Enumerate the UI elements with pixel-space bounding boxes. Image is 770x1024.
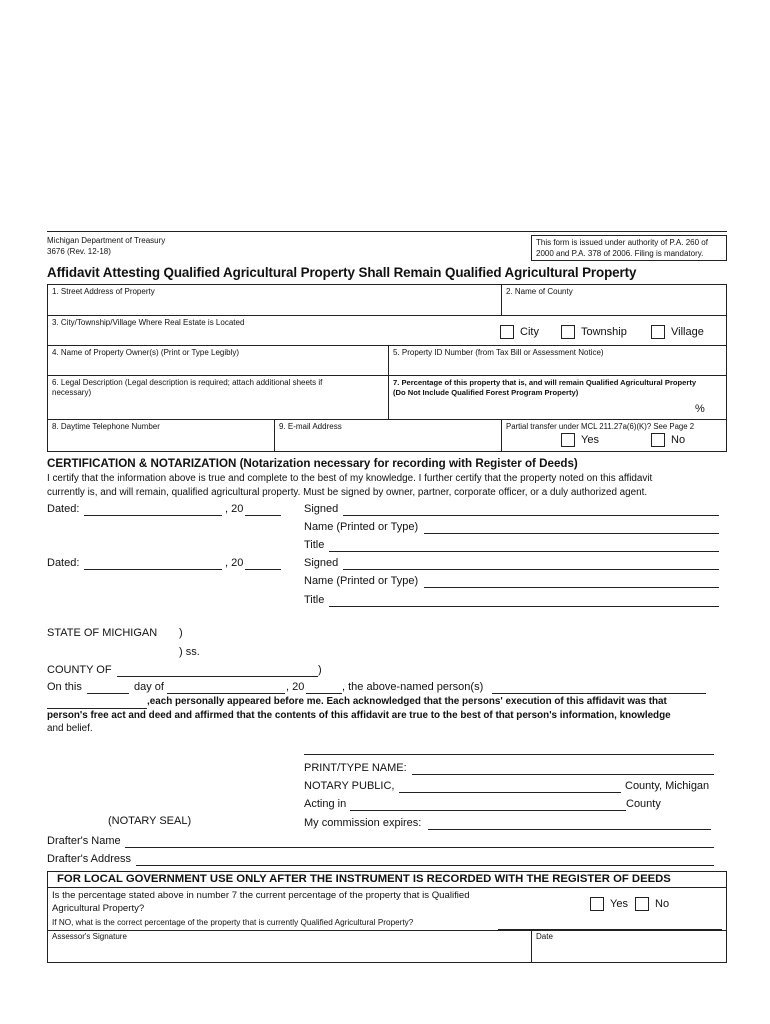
authority-line-2: 2000 and P.A. 378 of 2006. Filing is mandatory.: [536, 249, 704, 258]
name-printed-label-2: Name (Printed or Type): [304, 575, 419, 587]
street-address-label: 1. Street Address of Property: [52, 287, 155, 296]
drafter-name-line[interactable]: [125, 847, 714, 848]
page-title: Affidavit Attesting Qualified Agricultural Property Shall Remain Qualified Agricultural Property: [47, 265, 637, 280]
above-named-line[interactable]: [492, 693, 706, 694]
above-named-label: , the above-named person(s): [342, 681, 484, 693]
local-gov-question-2: Agricultural Property?: [52, 903, 145, 914]
legal-description-label-1: 6. Legal Description (Legal description is required; attach additional sheets if: [52, 378, 323, 387]
signed-line-1[interactable]: [343, 515, 719, 516]
percent-sign: %: [695, 403, 705, 415]
form-number: 3676 (Rev. 12-18): [47, 247, 111, 256]
print-type-label: PRINT/TYPE NAME:: [304, 762, 407, 774]
county-of-paren: ): [318, 664, 322, 676]
on-this-line[interactable]: [87, 693, 129, 694]
name-printed-label-1: Name (Printed or Type): [304, 521, 419, 533]
local-yes-label: Yes: [610, 898, 628, 910]
local-no-checkbox[interactable]: [635, 897, 649, 911]
certification-text-2: currently is, and will remain, qualified agricultural property. Must be signed by owner, partner, corporate officer, or a duly authorized agent.: [47, 487, 648, 498]
appeared-text: ,each personally appeared before me. Each acknowledged that the persons' execution of this affidavit was that: [147, 696, 667, 707]
signed-line-2[interactable]: [343, 569, 719, 570]
title-line-2[interactable]: [329, 606, 719, 607]
persons-line[interactable]: [47, 708, 147, 709]
property-id-field[interactable]: [388, 345, 727, 376]
dated-line-1[interactable]: [84, 515, 222, 516]
title-label-2: Title: [304, 594, 325, 606]
year-line-1[interactable]: [245, 515, 281, 516]
telephone-label: 8. Daytime Telephone Number: [52, 422, 160, 431]
county-name-field[interactable]: [501, 284, 727, 316]
village-checkbox[interactable]: [651, 325, 665, 339]
notary-signature-line[interactable]: [304, 754, 714, 755]
state-label: STATE OF MICHIGAN: [47, 627, 158, 639]
county-of-label: COUNTY OF: [47, 664, 112, 676]
city-checkbox[interactable]: [500, 325, 514, 339]
local-gov-heading: FOR LOCAL GOVERNMENT USE ONLY AFTER THE INSTRUMENT IS RECORDED WITH THE REGISTER OF DEEDS: [57, 873, 671, 885]
legal-description-field[interactable]: [47, 375, 389, 420]
email-field[interactable]: [274, 419, 502, 452]
certification-heading: CERTIFICATION & NOTARIZATION (Notarization necessary for recording with Register of Deeds): [47, 457, 578, 470]
title-line-1[interactable]: [329, 551, 719, 552]
assessor-signature-field[interactable]: [47, 930, 532, 963]
percentage-label-2: (Do Not Include Qualified Forest Program Property): [393, 388, 579, 397]
email-label: 9. E-mail Address: [279, 422, 342, 431]
ss-label: ) ss.: [179, 646, 200, 658]
local-gov-if-no: If NO, what is the correct percentage of the property that is currently Qualified Agricultural Property?: [52, 918, 414, 927]
year-prefix-2: , 20: [225, 557, 244, 569]
top-rule: [47, 231, 727, 232]
commission-line[interactable]: [428, 829, 711, 830]
notary-year-prefix: , 20: [286, 681, 305, 693]
telephone-field[interactable]: [47, 419, 275, 452]
percentage-field[interactable]: [388, 375, 727, 420]
assessor-signature-label: Assessor's Signature: [52, 932, 127, 941]
dated-label-1: Dated:: [47, 503, 80, 515]
partial-transfer-label: Partial transfer under MCL 211.27a(6)(K)? See Page 2: [506, 422, 695, 431]
drafter-address-label: Drafter's Address: [47, 853, 132, 865]
drafter-address-line[interactable]: [136, 865, 714, 866]
department-name: Michigan Department of Treasury: [47, 236, 166, 245]
township-checkbox[interactable]: [561, 325, 575, 339]
commission-label: My commission expires:: [304, 817, 422, 829]
free-act-text: person's free act and deed and affirmed that the contents of this affidavit are true to the best of that person's information, knowledge: [47, 710, 671, 721]
street-address-field[interactable]: [47, 284, 502, 316]
notary-seal-label: (NOTARY SEAL): [108, 815, 192, 827]
signed-label-1: Signed: [304, 503, 339, 515]
partial-no-label: No: [671, 434, 686, 446]
year-prefix-1: , 20: [225, 503, 244, 515]
year-line-2[interactable]: [245, 569, 281, 570]
local-yes-checkbox[interactable]: [590, 897, 604, 911]
city-township-village-label: 3. City/Township/Village Where Real Estate is Located: [52, 318, 245, 327]
on-this-label: On this: [47, 681, 82, 693]
notary-public-label: NOTARY PUBLIC,: [304, 780, 395, 792]
county-of-line[interactable]: [117, 676, 318, 677]
authority-line-1: This form is issued under authority of P.A. 260 of: [536, 238, 708, 247]
percentage-label-1: 7. Percentage of this property that is, and will remain Qualified Agricultural Property: [393, 378, 697, 387]
owner-name-label: 4. Name of Property Owner(s) (Print or Type Legibly): [52, 348, 240, 357]
township-label: Township: [581, 326, 627, 338]
partial-no-checkbox[interactable]: [651, 433, 665, 447]
notary-year-line[interactable]: [306, 693, 342, 694]
day-of-label: day of: [134, 681, 164, 693]
local-gov-question-1: Is the percentage stated above in number 7 the current percentage of the property that is Qualified: [52, 890, 470, 901]
name-printed-line-2[interactable]: [424, 587, 719, 588]
city-label: City: [520, 326, 539, 338]
name-printed-line-1[interactable]: [424, 533, 719, 534]
signed-label-2: Signed: [304, 557, 339, 569]
local-no-label: No: [655, 898, 670, 910]
acting-in-label: Acting in: [304, 798, 347, 810]
legal-description-label-2: necessary): [52, 388, 92, 397]
assessor-date-label: Date: [536, 932, 553, 941]
partial-yes-checkbox[interactable]: [561, 433, 575, 447]
notary-public-line[interactable]: [399, 792, 621, 793]
owner-name-field[interactable]: [47, 345, 389, 376]
certification-text-1: I certify that the information above is true and complete to the best of my knowledge. I further certify that the property noted on this affidavit: [47, 473, 653, 484]
village-label: Village: [671, 326, 704, 338]
partial-yes-label: Yes: [581, 434, 599, 446]
assessor-date-field[interactable]: [531, 930, 727, 963]
authority-box: [531, 235, 727, 261]
belief-text: and belief.: [47, 723, 93, 734]
acting-county-label: County: [626, 798, 661, 810]
county-michigan-label: County, Michigan: [625, 780, 710, 792]
state-paren: ): [179, 627, 183, 639]
day-of-line[interactable]: [167, 693, 285, 694]
partial-transfer-field: [501, 419, 727, 452]
county-name-label: 2. Name of County: [506, 287, 573, 296]
dated-label-2: Dated:: [47, 557, 80, 569]
drafter-name-label: Drafter's Name: [47, 835, 121, 847]
print-type-line[interactable]: [412, 774, 714, 775]
dated-line-2[interactable]: [84, 569, 222, 570]
local-gov-heading-rule: [47, 887, 726, 888]
acting-in-line[interactable]: [350, 810, 626, 811]
property-id-label: 5. Property ID Number (from Tax Bill or Assessment Notice): [393, 348, 604, 357]
title-label-1: Title: [304, 539, 325, 551]
